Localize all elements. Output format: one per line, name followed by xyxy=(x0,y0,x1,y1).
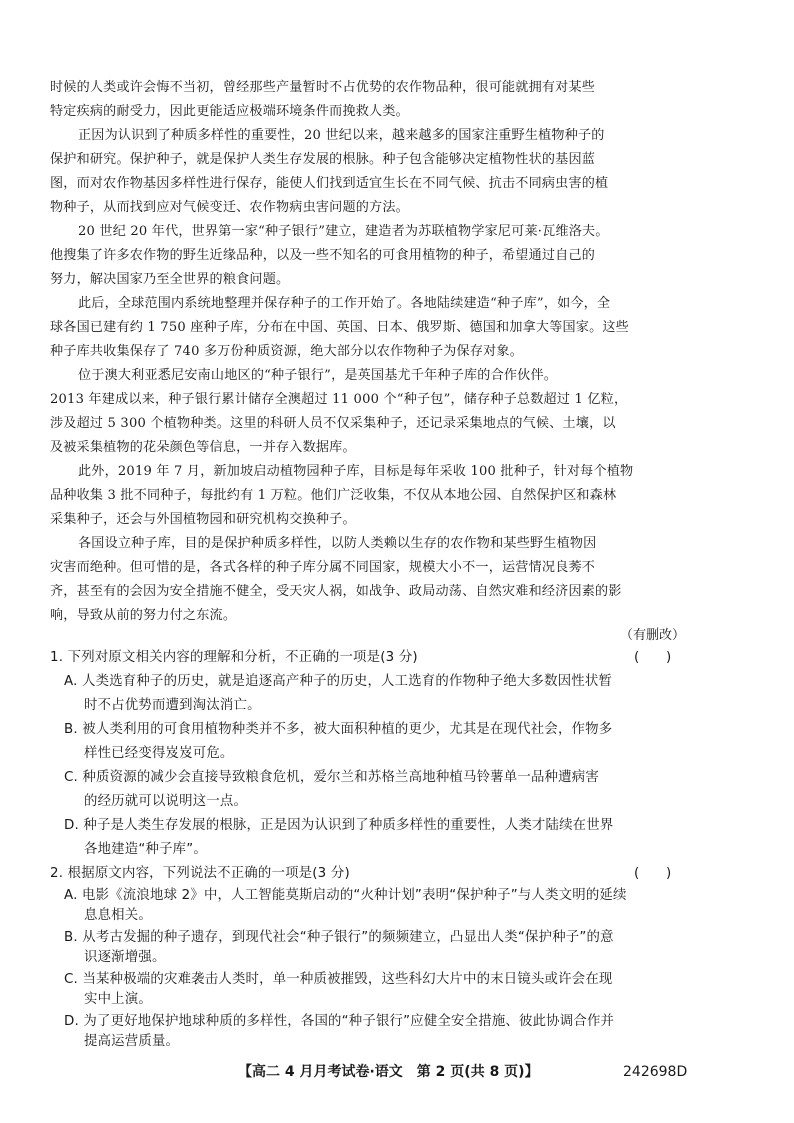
passage-line: 各国设立种子库，目的是保护种质多样性，以防人类赖以生存的农作物和某些野生植物因 xyxy=(78,536,597,551)
question-1-option-a-cont: 时不占优势而遭到淘汰消亡。 xyxy=(84,698,261,713)
question-1-option-d-cont: 各地建造“种子库”。 xyxy=(84,842,207,857)
question-2-answer-blank: ( ) xyxy=(634,866,672,881)
passage-line: 品种收集 3 批不同种子，每批约有 1 万粒。他们广泛收集，不仅从本地公园、自然保护区和森林 xyxy=(50,488,617,503)
question-2-option-c: C. 当某种极端的灾难袭击人类时，单一种质被摧毁，这些科幻大片中的末日镜头或许会在现 xyxy=(64,972,613,987)
question-1-answer-blank: ( ) xyxy=(634,650,672,665)
question-1-option-c-cont: 的经历就可以说明这一点。 xyxy=(84,794,248,809)
question-2-option-b: B. 从考古发掘的种子遗存，到现代社会“种子银行”的频频建立，凸显出人类“保护种子”的意 xyxy=(64,930,614,945)
passage-line: 及被采集植物的花朵颜色等信息，一并存入数据库。 xyxy=(50,440,356,455)
question-2-option-b-cont: 识逐渐增强。 xyxy=(84,950,166,965)
passage-line: 20 世纪 20 年代，世界第一家“种子银行”建立，建造者为苏联植物学家尼可莱·瓦维洛夫。 xyxy=(78,224,609,239)
question-1-option-b: B. 被人类利用的可食用植物种类并不多，被大面积种植的更少，尤其是在现代社会，作物多 xyxy=(64,722,613,737)
passage-line: 图，而对农作物基因多样性进行保存，能使人们找到适宜生长在不同气候、抗击不同病虫害的植 xyxy=(50,176,609,191)
question-2-option-a-cont: 息息相关。 xyxy=(84,908,152,923)
passage-line: 位于澳大利亚悉尼安南山地区的“种子银行”，是英国基尤千年种子库的合作伙伴。 xyxy=(78,368,558,383)
page-footer: 【高二 4 月月考试卷·语文 第 2 页(共 8 页)】 xyxy=(238,1064,539,1080)
exam-code: 242698D xyxy=(623,1064,688,1080)
question-2-option-d: D. 为了更好地保护地球种质的多样性，各国的“种子银行”应健全安全措施、彼此协调合作并 xyxy=(64,1014,615,1029)
source-note: （有删改） xyxy=(620,628,686,643)
question-1-stem: 1. 下列对原文相关内容的理解和分析，不正确的一项是(3 分) xyxy=(50,650,418,665)
passage-line: 球各国已建有约 1 750 座种子库，分布在中国、英国、日本、俄罗斯、德国和加拿大等国家。这些 xyxy=(50,320,629,335)
passage-line: 此外，2019 年 7 月，新加坡启动植物园种子库，目标是每年采收 100 批种子，针对每个植物 xyxy=(78,464,634,479)
passage-line: 正因为认识到了种质多样性的重要性，20 世纪以来，越来越多的国家注重野生植物种子的 xyxy=(78,128,605,143)
passage-line: 特定疾病的耐受力，因此更能适应极端环境条件而挽救人类。 xyxy=(50,104,409,119)
passage-line: 努力，解决国家乃至全世界的粮食问题。 xyxy=(50,272,290,287)
question-2-option-c-cont: 实中上演。 xyxy=(84,992,152,1007)
question-1-option-b-cont: 样性已经变得岌岌可危。 xyxy=(84,746,234,761)
passage-line: 齐，甚至有的会因为安全措施不健全，受天灾人祸，如战争、政局动荡、自然灾难和经济因素的影 xyxy=(50,584,622,599)
passage-line: 物种子，从而找到应对气候变迁、农作物病虫害问题的方法。 xyxy=(50,200,409,215)
question-1-option-c: C. 种质资源的减少会直接导致粮食危机，爱尔兰和苏格兰高地种植马铃薯单一品种遭病害 xyxy=(64,770,599,785)
passage-line: 2013 年建成以来，种子银行累计储存全澳超过 11 000 个“种子包”，储存种子总数超过 1 亿粒， xyxy=(50,392,628,407)
passage-line: 响，导致从前的努力付之东流。 xyxy=(50,608,237,623)
passage-line: 时候的人类或许会悔不当初，曾经那些产量暂时不占优势的农作物品种，很可能就拥有对某些 xyxy=(50,80,596,95)
question-2-option-d-cont: 提高运营质量。 xyxy=(84,1034,180,1049)
question-2-option-a: A. 电影《流浪地球 2》中，人工智能莫斯启动的“火种计划”表明“保护种子”与人类文明的延续 xyxy=(64,888,627,903)
question-2-stem: 2. 根据原文内容，下列说法不正确的一项是(3 分) xyxy=(50,866,350,881)
question-1-option-a: A. 人类选育种子的历史，就是追逐高产种子的历史，人工选育的作物种子绝大多数因性状暂 xyxy=(64,674,613,689)
passage-line: 种子库共收集保存了 740 多万份种质资源，绝大部分以农作物种子为保存对象。 xyxy=(50,344,524,359)
passage-line: 此后，全球范围内系统地整理并保存种子的工作开始了。各地陆续建造“种子库”，如今，全 xyxy=(78,296,611,311)
passage-line: 采集种子，还会与外国植物园和研究机构交换种子。 xyxy=(50,512,356,527)
question-1-option-d: D. 种子是人类生存发展的根脉，正是因为认识到了种质多样性的重要性，人类才陆续在世界 xyxy=(64,818,614,833)
passage-line: 保护和研究。保护种子，就是保护人类生存发展的根脉。种子包含能够决定植物性状的基因蓝 xyxy=(50,152,596,167)
passage-line: 他搜集了许多农作物的野生近缘品种，以及一些不知名的可食用植物的种子，希望通过自己的 xyxy=(50,248,596,263)
passage-line: 涉及超过 5 300 个植物种类。这里的科研人员不仅采集种子，还记录采集地点的气候、土壤，以 xyxy=(50,416,616,431)
passage-line: 灾害而绝种。但可惜的是，各式各样的种子库分属不同国家，规模大小不一，运营情况良莠不 xyxy=(50,560,596,575)
